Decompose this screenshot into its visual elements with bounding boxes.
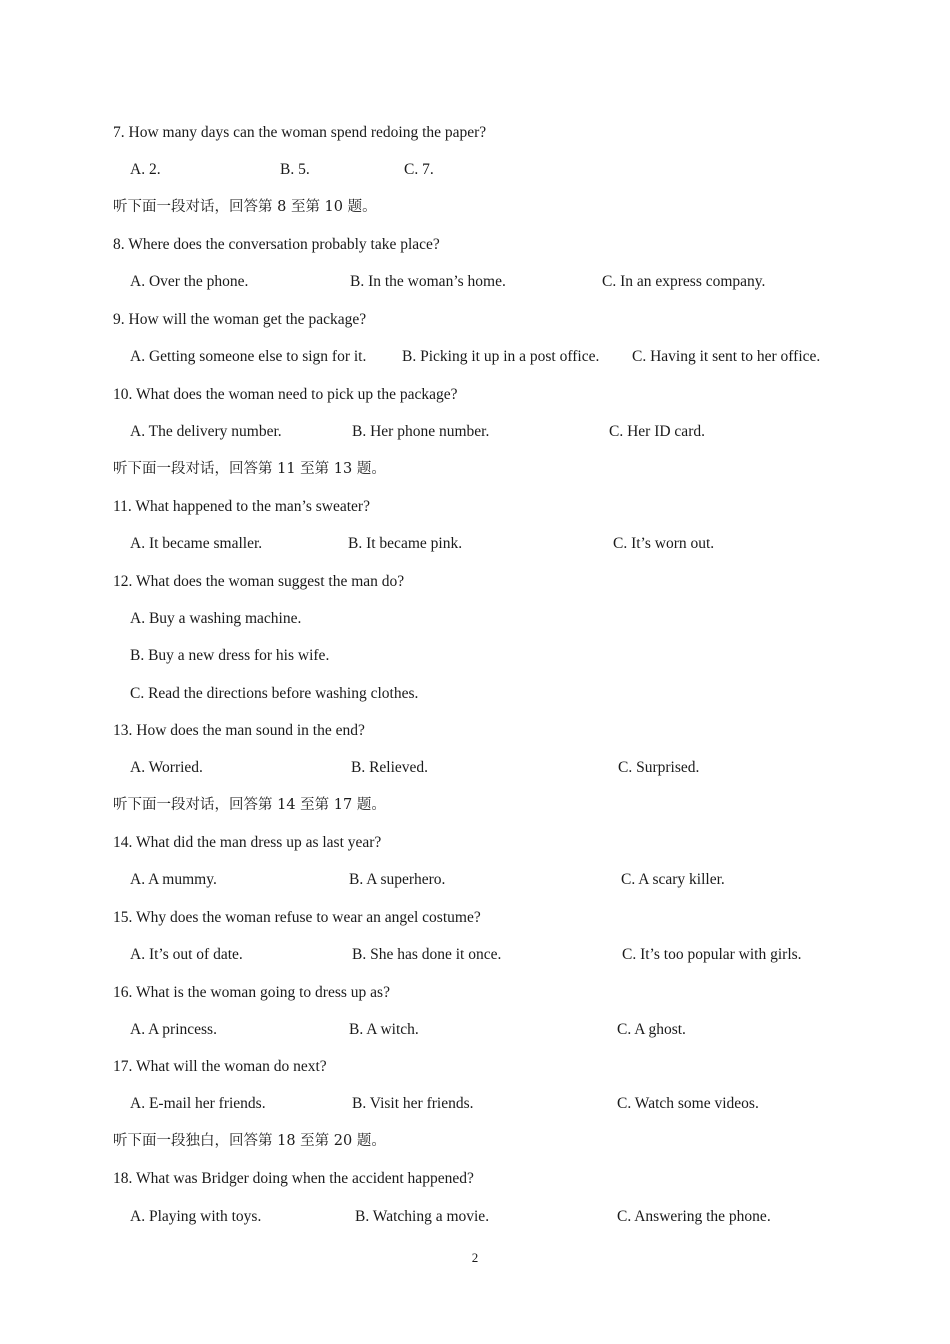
page-number: 2: [471, 1250, 479, 1265]
question-14: 14. What did the man dress up as last year?: [113, 834, 382, 851]
q17-option-a: A. E-mail her friends.: [130, 1095, 266, 1112]
question-13: 13. How does the man sound in the end?: [113, 722, 365, 739]
q10-option-c: C. Her ID card.: [609, 423, 705, 440]
question-10: 10. What does the woman need to pick up the package?: [113, 386, 458, 403]
q15-option-c: C. It’s too popular with girls.: [622, 946, 802, 963]
q16-option-c: C. A ghost.: [617, 1021, 686, 1038]
q14-option-a: A. A mummy.: [130, 871, 217, 888]
question-8: 8. Where does the conversation probably take place?: [113, 236, 440, 253]
q12-option-b: B. Buy a new dress for his wife.: [130, 647, 330, 664]
question-7: 7. How many days can the woman spend redoing the paper?: [113, 124, 487, 141]
q18-option-b: B. Watching a movie.: [355, 1208, 490, 1225]
q18-option-c: C. Answering the phone.: [617, 1208, 771, 1225]
section-instruction: 听下面一段对话，回答第 8 至第 10 题。: [113, 199, 377, 215]
q8-option-c: C. In an express company.: [602, 273, 766, 290]
section-instruction: 听下面一段对话，回答第 14 至第 17 题。: [113, 797, 386, 813]
q18-option-a: A. Playing with toys.: [130, 1208, 262, 1225]
q13-option-c: C. Surprised.: [618, 759, 700, 776]
question-9: 9. How will the woman get the package?: [113, 311, 367, 328]
q8-option-b: B. In the woman’s home.: [350, 273, 506, 290]
q11-option-c: C. It’s worn out.: [613, 535, 715, 552]
q11-option-b: B. It became pink.: [348, 535, 463, 552]
q11-option-a: A. It became smaller.: [130, 535, 263, 552]
q7-option-c: C. 7.: [404, 161, 434, 178]
question-16: 16. What is the woman going to dress up as?: [113, 984, 390, 1001]
q14-option-b: B. A superhero.: [349, 871, 446, 888]
q16-option-b: B. A witch.: [349, 1021, 419, 1038]
q7-option-a: A. 2.: [130, 161, 161, 178]
q15-option-a: A. It’s out of date.: [130, 946, 243, 963]
q16-option-a: A. A princess.: [130, 1021, 217, 1038]
q15-option-b: B. She has done it once.: [352, 946, 502, 963]
q13-option-b: B. Relieved.: [351, 759, 429, 776]
q9-option-a: A. Getting someone else to sign for it.: [130, 348, 367, 365]
q10-option-b: B. Her phone number.: [352, 423, 490, 440]
q9-option-c: C. Having it sent to her office.: [632, 348, 821, 365]
q14-option-c: C. A scary killer.: [621, 871, 725, 888]
q8-option-a: A. Over the phone.: [130, 273, 249, 290]
question-17: 17. What will the woman do next?: [113, 1058, 327, 1075]
q10-option-a: A. The delivery number.: [130, 423, 282, 440]
question-12: 12. What does the woman suggest the man do?: [113, 573, 405, 590]
question-15: 15. Why does the woman refuse to wear an angel costume?: [113, 909, 481, 926]
question-11: 11. What happened to the man’s sweater?: [113, 498, 370, 515]
q7-option-b: B. 5.: [280, 161, 310, 178]
q17-option-c: C. Watch some videos.: [617, 1095, 759, 1112]
section-instruction: 听下面一段对话，回答第 11 至第 13 题。: [113, 461, 386, 477]
section-instruction: 听下面一段独白，回答第 18 至第 20 题。: [113, 1133, 386, 1149]
question-18: 18. What was Bridger doing when the accident happened?: [113, 1170, 474, 1187]
q9-option-b: B. Picking it up in a post office.: [402, 348, 600, 365]
q12-option-a: A. Buy a washing machine.: [130, 610, 302, 627]
q13-option-a: A. Worried.: [130, 759, 203, 776]
q12-option-c: C. Read the directions before washing clothes.: [130, 685, 419, 702]
q17-option-b: B. Visit her friends.: [352, 1095, 474, 1112]
